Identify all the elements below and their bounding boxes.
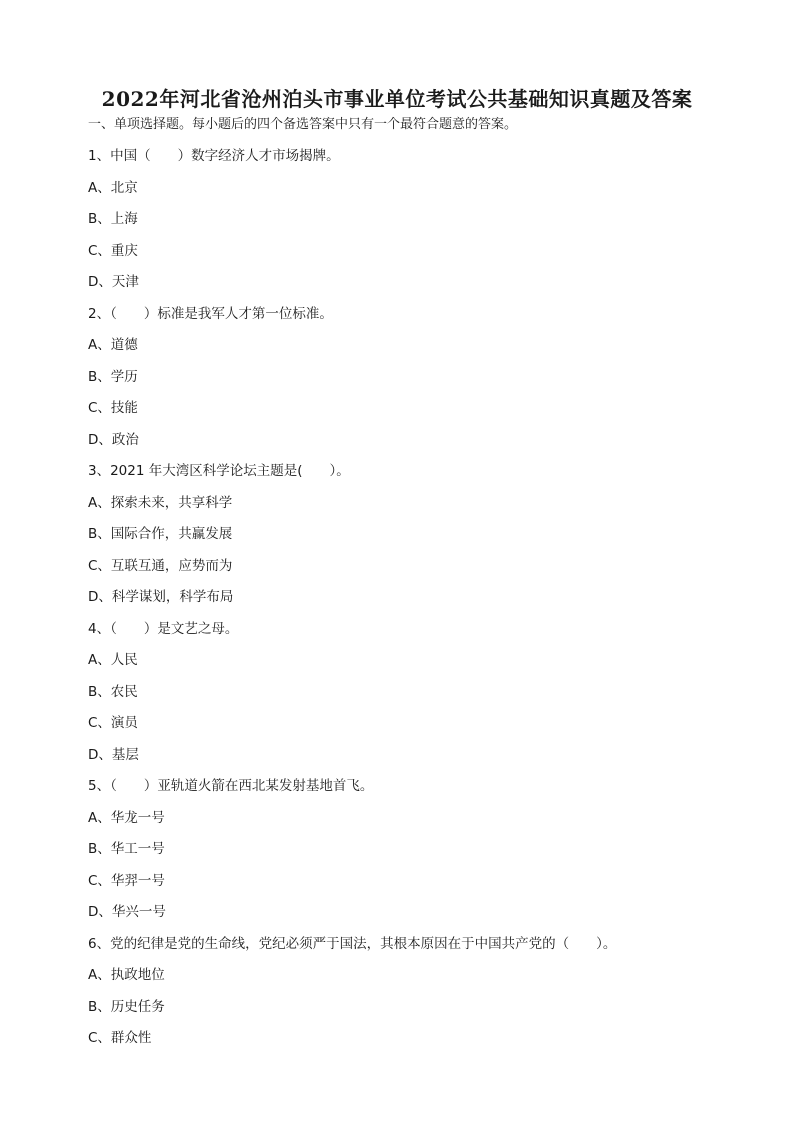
option-c: C、群众性 <box>88 1030 152 1046</box>
option-d: D、华兴一号 <box>88 904 166 920</box>
option-b: B、上海 <box>88 211 138 227</box>
option-a: A、华龙一号 <box>88 809 165 826</box>
question-stem: 6、党的纪律是党的生命线，党纪必须严于国法，其根本原因在于中国共产党的（ ）。 <box>88 935 617 952</box>
option-d: D、天津 <box>88 274 139 290</box>
option-a: A、人民 <box>88 652 138 668</box>
question-stem: 4、（ ）是文艺之母。 <box>88 620 239 637</box>
option-b: B、学历 <box>88 368 138 385</box>
option-a: A、探索未来，共享科学 <box>88 494 233 511</box>
option-b: B、历史任务 <box>88 998 165 1015</box>
question-list <box>88 145 728 1059</box>
question-stem: 2、（ ）标准是我军人才第一位标准。 <box>88 305 333 322</box>
option-b: B、农民 <box>88 683 138 700</box>
page-title: 2022年河北省沧州泊头市事业单位考试公共基础知识真题及答案 <box>101 87 693 111</box>
option-d: D、基层 <box>88 746 139 763</box>
option-c: C、演员 <box>88 715 138 731</box>
option-d: D、科学谋划，科学布局 <box>88 589 234 605</box>
question-stem: 5、（ ）亚轨道火箭在西北某发射基地首飞。 <box>88 778 374 794</box>
option-c: C、重庆 <box>88 242 138 259</box>
option-a: A、执政地位 <box>88 967 165 983</box>
question-stem: 3、2021 年大湾区科学论坛主题是( ）。 <box>88 463 350 479</box>
option-c: C、互联互通，应势而为 <box>88 557 233 574</box>
option-c: C、华羿一号 <box>88 872 165 889</box>
option-b: B、国际合作，共赢发展 <box>88 526 233 542</box>
option-a: A、北京 <box>88 179 138 196</box>
question-stem: 1、中国（ ）数字经济人才市场揭牌。 <box>88 148 340 164</box>
option-b: B、华工一号 <box>88 841 165 857</box>
option-d: D、政治 <box>88 431 139 448</box>
option-c: C、技能 <box>88 400 138 416</box>
option-a: A、道德 <box>88 337 138 353</box>
section-heading: 一、单项选择题。每小题后的四个备选答案中只有一个最符合题意的答案。 <box>88 117 518 132</box>
